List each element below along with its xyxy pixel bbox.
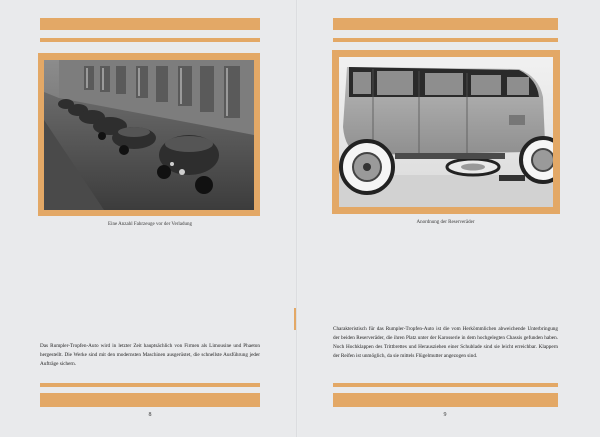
bottom-rule [333, 383, 558, 387]
top-rule [333, 38, 558, 42]
cars-lineup-illustration [44, 60, 254, 210]
top-rule [40, 38, 260, 42]
left-page [0, 0, 298, 437]
car-side-illustration [339, 57, 553, 207]
car-spare-wheel-photo [339, 57, 553, 207]
top-band [333, 18, 558, 30]
bottom-band [333, 393, 558, 407]
body-text: Charakteristisch für das Rumpler-Tropfen-Auto ist die vom Herkömmlichen abweichende Unterbringung der beiden Reserveräder, die ihren Platz unter der Karosserie in dem hochgelegten Chassis gefunden haben. Noch Hochklappen des Trittbrettes und Herausziehen einer Schublade sind sie leicht erreichbar. Klappern der Reifen ist unmöglich, da sie mittels Flügelmutter angezogen sind. [333, 326, 558, 359]
body-text: Das Rumpler-Tropfen-Auto wird in letzter Zeit hauptsächlich von Firmen als Limousine und Phaeton hergestellt. Die Werke sind mit den modernsten Maschinen ausgerüstet, die schnellste Ausführung jeder Aufträge sichern. [40, 343, 260, 367]
bottom-rule [40, 383, 260, 387]
photo-caption: Anordnung der Reserveräder [416, 220, 475, 225]
page-number: 9 [443, 412, 447, 418]
bottom-band [40, 393, 260, 407]
cars-lineup-photo [44, 60, 254, 210]
photo-caption: Eine Anzahl Fahrzeuge vor der Verladung [108, 222, 192, 227]
right-page [299, 0, 600, 437]
page-number: 8 [148, 412, 152, 418]
top-band [40, 18, 260, 30]
